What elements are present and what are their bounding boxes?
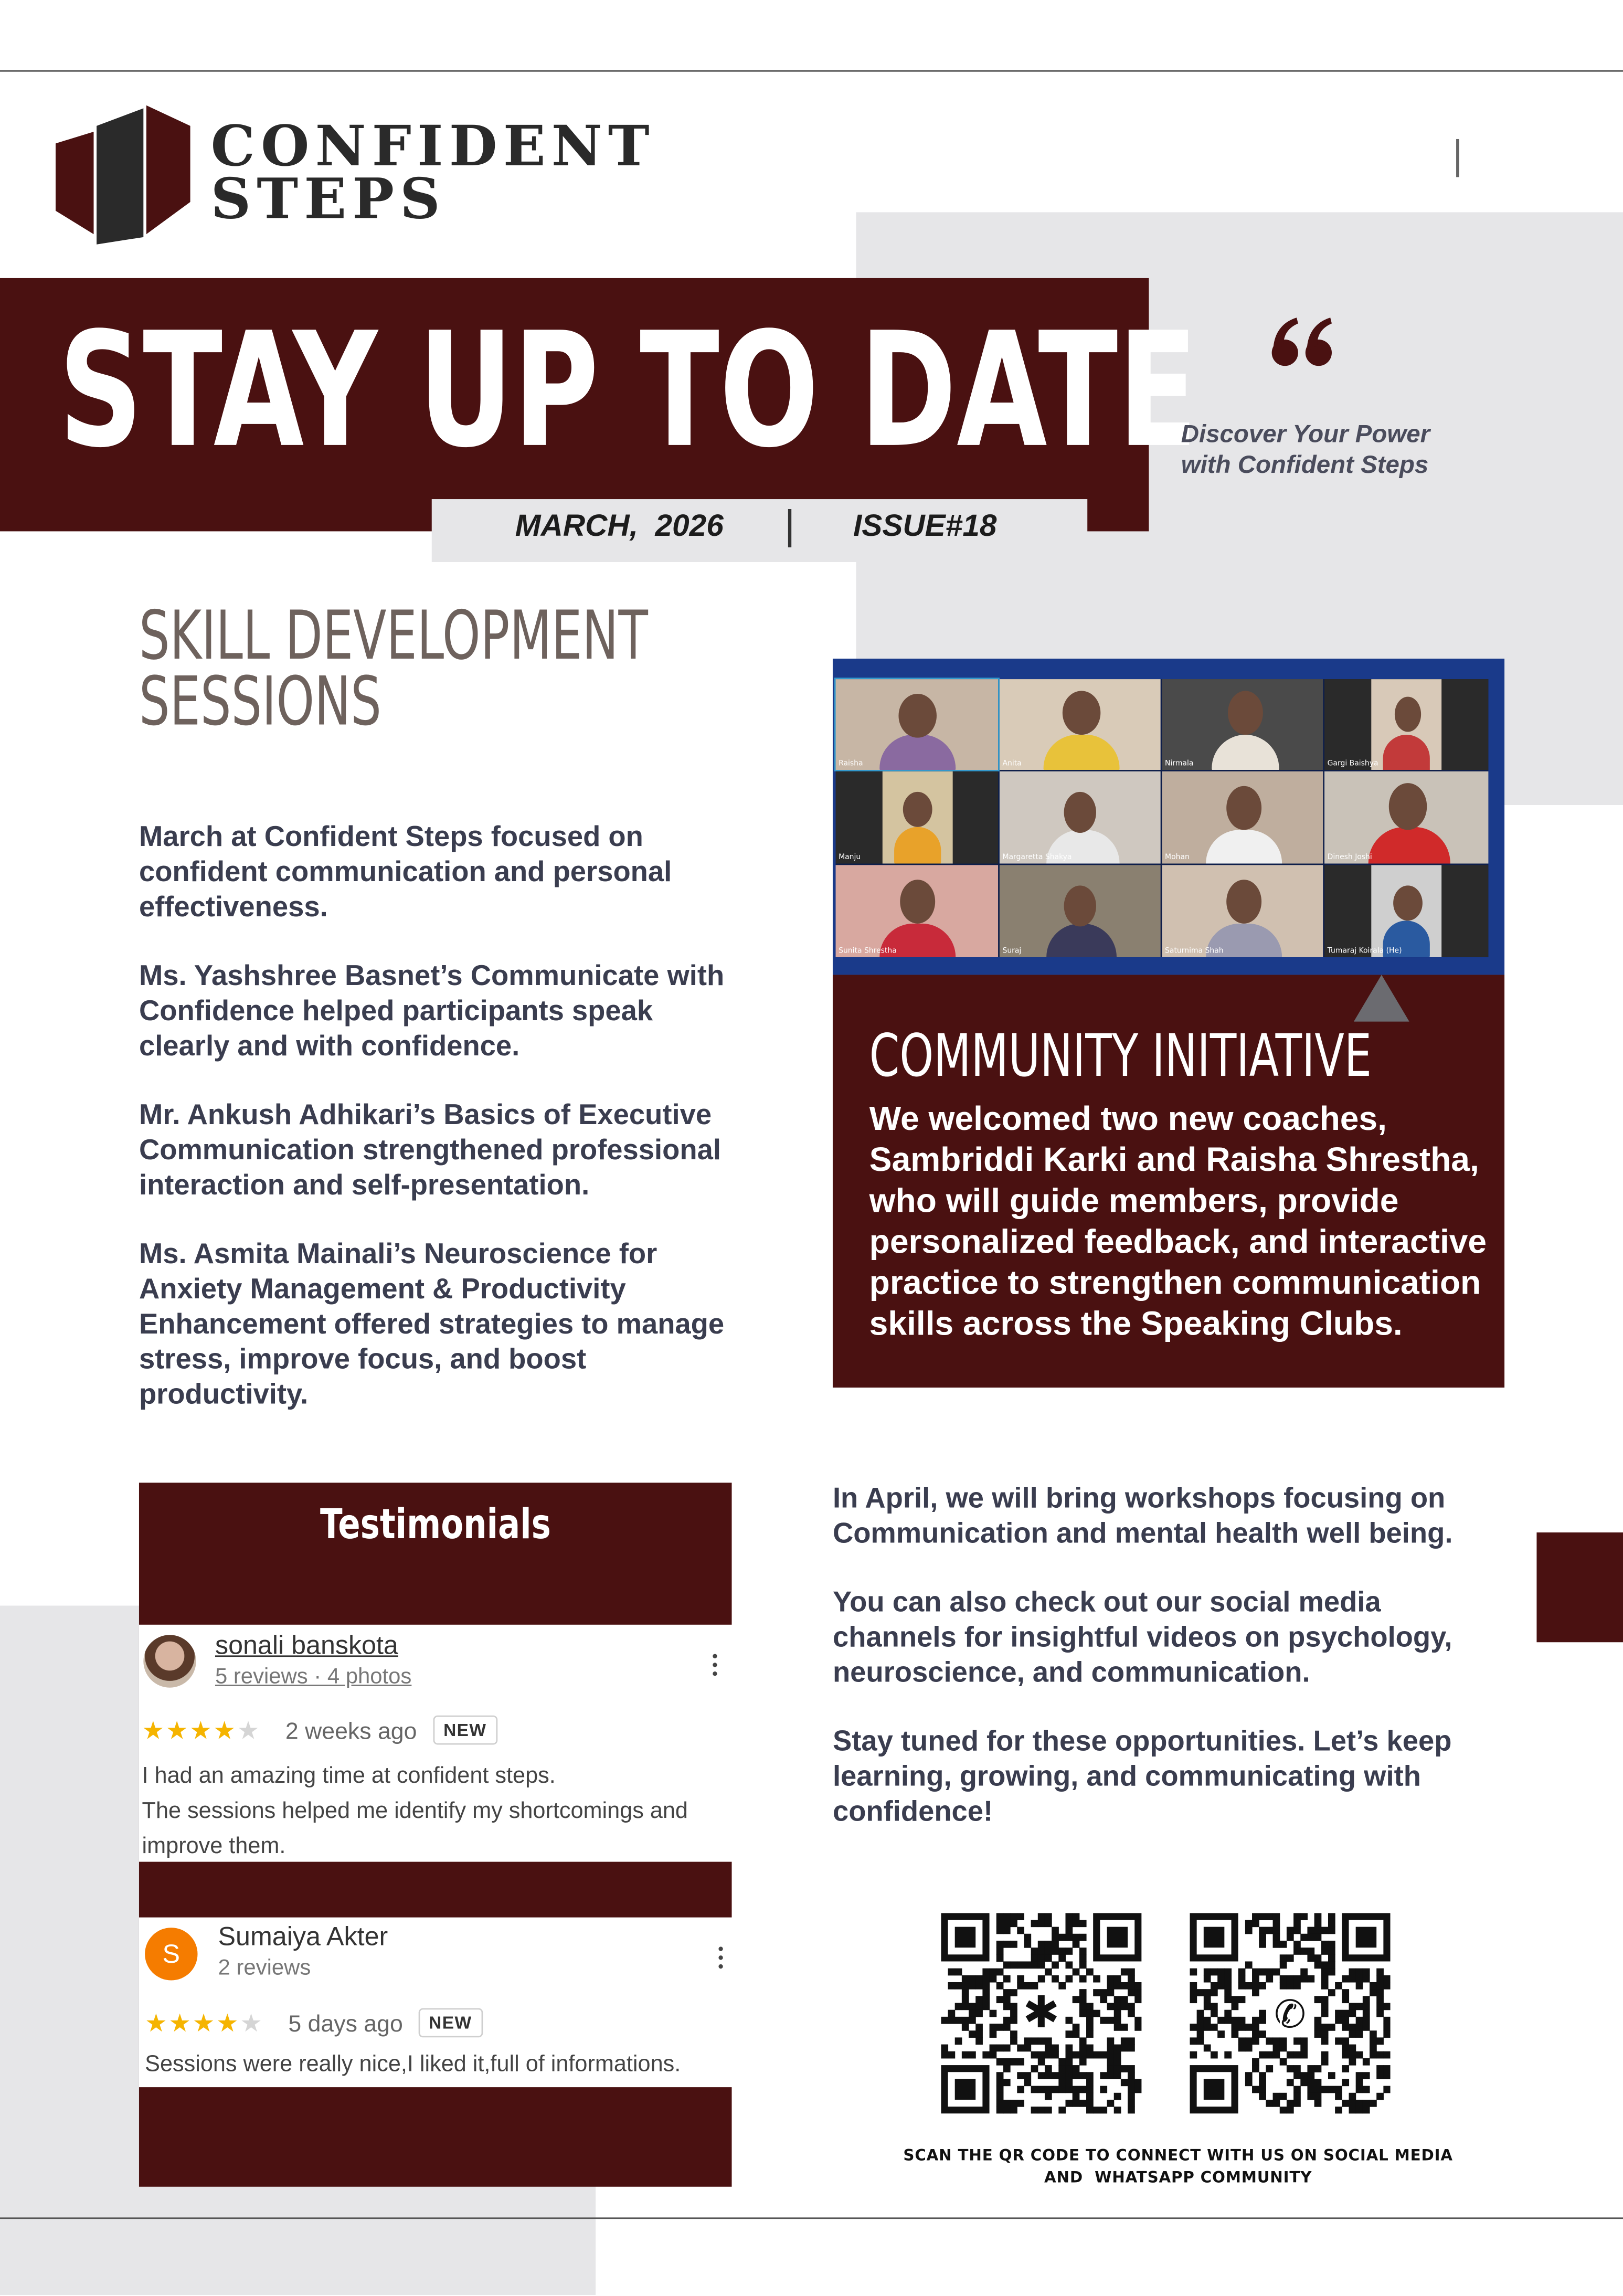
skills-body bbox=[139, 820, 727, 1446]
participant-tile bbox=[1324, 771, 1488, 864]
whatsapp-icon: ✆ bbox=[1274, 1992, 1306, 2037]
participant-tile bbox=[1162, 865, 1323, 957]
review-time: 2 weeks ago bbox=[285, 1720, 417, 1745]
skills-heading-line2: SESSIONS bbox=[139, 661, 381, 741]
more-options-icon[interactable] bbox=[713, 1654, 718, 1680]
participant-tile bbox=[1324, 679, 1488, 770]
review-card bbox=[139, 1918, 732, 2088]
star-rating: ★★★★★ bbox=[142, 1717, 261, 1745]
participant-name: Mohan bbox=[1165, 853, 1190, 862]
qr-caption-line1: SCAN THE QR CODE TO CONNECT WITH US ON SOCIAL MEDIA bbox=[903, 2147, 1453, 2165]
quote-mark-icon bbox=[1270, 316, 1338, 368]
logo bbox=[52, 100, 655, 246]
more-options-icon[interactable] bbox=[718, 1946, 724, 1973]
participant-tile bbox=[836, 679, 999, 770]
quote-text-line2: with Confident Steps bbox=[1181, 451, 1429, 479]
pointer-triangle-icon bbox=[1354, 975, 1409, 1021]
video-call-photo bbox=[833, 659, 1504, 975]
participant-name: Sunita Shrestha bbox=[839, 947, 897, 956]
avatar: S bbox=[145, 1928, 197, 1980]
reviewer-name[interactable]: sonali banskota bbox=[215, 1630, 398, 1660]
social-media-qr-code[interactable] bbox=[941, 1913, 1141, 2113]
reviewer-meta[interactable]: 2 reviews bbox=[218, 1955, 311, 1981]
updates-paragraph: Stay tuned for these opportunities. Let’s keep learning, growing, and communicating with confidence! bbox=[832, 1726, 1452, 1828]
community-heading: COMMUNITY INITIATIVE bbox=[869, 1023, 1372, 1091]
skills-paragraph: Mr. Ankush Adhikari’s Basics of Executive Communication strengthened professional interaction and self-presentation. bbox=[139, 1099, 721, 1202]
issue-date: MARCH, 2026 bbox=[515, 509, 724, 543]
qr-caption-line2: AND WHATSAPP COMMUNITY bbox=[1044, 2169, 1312, 2187]
header-divider bbox=[1456, 139, 1459, 177]
bottom-rule bbox=[0, 2217, 1623, 2219]
participant-tile bbox=[1000, 679, 1161, 770]
reviewer-name[interactable]: Sumaiya Akter bbox=[218, 1921, 388, 1951]
participant-tile bbox=[1324, 865, 1488, 957]
star-rating: ★★★★★ bbox=[145, 2009, 264, 2038]
review-time: 5 days ago bbox=[288, 2012, 403, 2038]
hero-title: STAY UP TO DATE bbox=[58, 300, 1198, 483]
skills-paragraph: March at Confident Steps focused on confident communication and personal effectiveness. bbox=[139, 821, 672, 924]
participant-tile bbox=[1162, 771, 1323, 864]
new-badge: NEW bbox=[419, 2008, 482, 2038]
updates-paragraph: You can also check out our social media channels for insightful videos on psychology, neuroscience, and communication. bbox=[832, 1586, 1452, 1689]
quote-text-line1: Discover Your Power bbox=[1181, 420, 1430, 448]
participant-tile bbox=[1000, 865, 1161, 957]
review-text-line: I had an amazing time at confident steps. bbox=[142, 1763, 556, 1789]
participant-tile bbox=[836, 865, 999, 957]
testimonials-heading: Testimonials bbox=[320, 1500, 551, 1549]
participant-tile bbox=[1000, 771, 1161, 864]
brand-name-line2: STEPS bbox=[210, 165, 446, 231]
skills-paragraph: Ms. Yashshree Basnet’s Communicate with Confidence helped participants speak clearly and with confidence. bbox=[139, 960, 725, 1063]
participant-name: Suraj bbox=[1002, 947, 1022, 956]
participant-tile bbox=[836, 771, 999, 864]
whatsapp-qr-code[interactable] bbox=[1190, 1913, 1390, 2113]
reviewer-meta[interactable]: 5 reviews · 4 photos bbox=[215, 1664, 412, 1689]
participant-name: Margaretta Shakya bbox=[1002, 853, 1072, 862]
updates-paragraph: In April, we will bring workshops focusing on Communication and mental health well being. bbox=[832, 1483, 1453, 1550]
participant-name: Tumaraj Koirala (He) bbox=[1327, 947, 1402, 956]
review-text-line: Sessions were really nice,I liked it,full of informations. bbox=[145, 2052, 681, 2077]
logo-mark-icon bbox=[52, 100, 193, 246]
participant-name: Anita bbox=[1002, 759, 1022, 769]
skills-paragraph: Ms. Asmita Mainali’s Neuroscience for Anxiety Management & Productivity Enhancement offered strategies to manage stress, improve focus, and boost productivity. bbox=[139, 1238, 725, 1411]
issue-number: ISSUE#18 bbox=[853, 509, 997, 543]
brand-name-line1: CONFIDENT bbox=[210, 112, 655, 179]
participant-tile bbox=[1162, 679, 1323, 770]
avatar bbox=[143, 1635, 196, 1687]
participant-name: Nirmala bbox=[1165, 759, 1194, 769]
top-rule bbox=[0, 70, 1623, 72]
updates-body bbox=[833, 1481, 1477, 1863]
participant-name: Saturnima Shah bbox=[1165, 947, 1224, 956]
linktree-icon: ✱ bbox=[1023, 1986, 1060, 2038]
review-card bbox=[139, 1625, 732, 1862]
skills-heading-line1: SKILL DEVELOPMENT bbox=[139, 596, 648, 675]
participant-name: Manju bbox=[839, 853, 861, 862]
review-text-line: The sessions helped me identify my shortcomings and bbox=[142, 1798, 688, 1824]
review-text-line: improve them. bbox=[142, 1834, 286, 1859]
community-text: We welcomed two new coaches, Sambriddi Karki and Raisha Shrestha, who will guide members, provide personalized feedback, and interactive practice to strengthen communication skills across the Speaking Clubs. bbox=[869, 1099, 1487, 1342]
side-accent-block bbox=[1536, 1532, 1623, 1642]
new-badge: NEW bbox=[433, 1716, 497, 1745]
participant-name: Raisha bbox=[839, 759, 863, 769]
issue-separator: | bbox=[784, 502, 795, 548]
participant-name: Gargi Baishya bbox=[1327, 759, 1378, 769]
participant-name: Dinesh Joshi bbox=[1327, 853, 1372, 862]
